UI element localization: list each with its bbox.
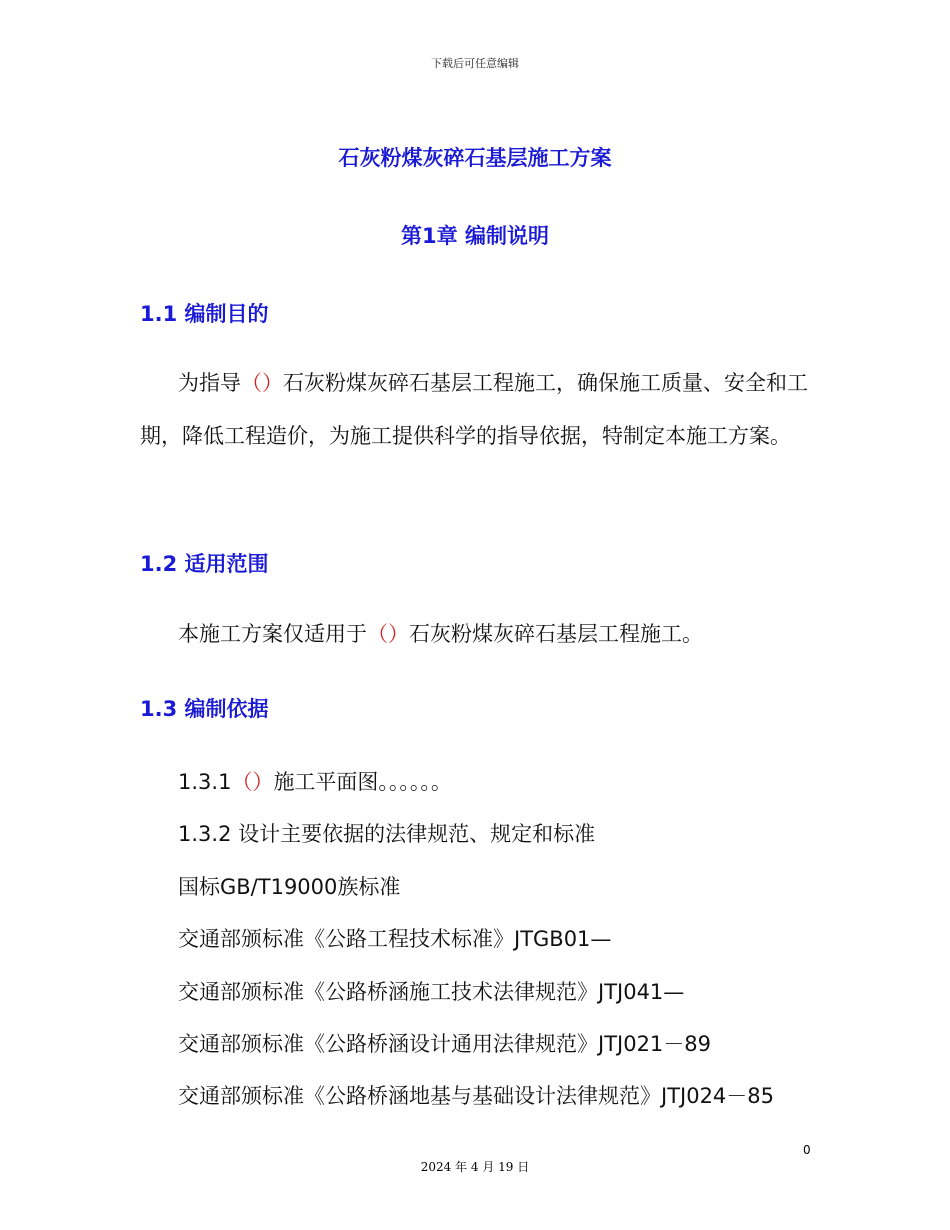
paragraph-text-lead: 本施工方案仅适用于 (178, 622, 367, 646)
list-item: 交通部颁标准《公路工程技术标准》JTGB01— (178, 927, 612, 951)
blank-parentheses: （） (241, 371, 283, 395)
document-title: 石灰粉煤灰碎石基层施工方案 (338, 146, 612, 170)
footer-date: 2024 年 4 月 19 日 (420, 1160, 530, 1174)
page-number: 0 (803, 1143, 811, 1157)
blank-parentheses: （） (367, 622, 409, 646)
list-item: 交通部颁标准《公路桥涵施工技术法律规范》JTJ041— (178, 980, 685, 1004)
paragraph-scope (140, 608, 815, 661)
list-item: 交通部颁标准《公路桥涵设计通用法律规范》JTJ021－89 (178, 1032, 712, 1056)
list-item: 交通部颁标准《公路桥涵地基与基础设计法律规范》JTJ024－85 (178, 1084, 775, 1108)
paragraph-text: 石灰粉煤灰碎石基层工程施工，确保施工质量、安全和工期，降低工程造价，为施工提供科学的指导依据，特制定本施工方案。 (140, 371, 808, 448)
list-item: 国标GB/T19000族标准 (178, 875, 401, 899)
section-heading-1-1: 1.1 编制目的 (140, 302, 269, 326)
page-header: 下载后可任意编辑 (431, 57, 519, 70)
item-number: 1.3.1 (178, 770, 232, 794)
paragraph-text: 石灰粉煤灰碎石基层工程施工。 (409, 622, 703, 646)
list-item (178, 766, 452, 796)
list-item: 1.3.2 设计主要依据的法律规范、规定和标准 (178, 822, 596, 846)
chapter-title: 第1章 编制说明 (401, 224, 549, 248)
item-text: 施工平面图。。。。。。 (273, 770, 452, 794)
paragraph-text-lead: 为指导 (178, 371, 241, 395)
blank-parentheses: （） (231, 770, 274, 794)
section-heading-1-3: 1.3 编制依据 (140, 697, 269, 721)
section-heading-1-2: 1.2 适用范围 (140, 552, 269, 576)
paragraph-purpose (140, 357, 815, 463)
